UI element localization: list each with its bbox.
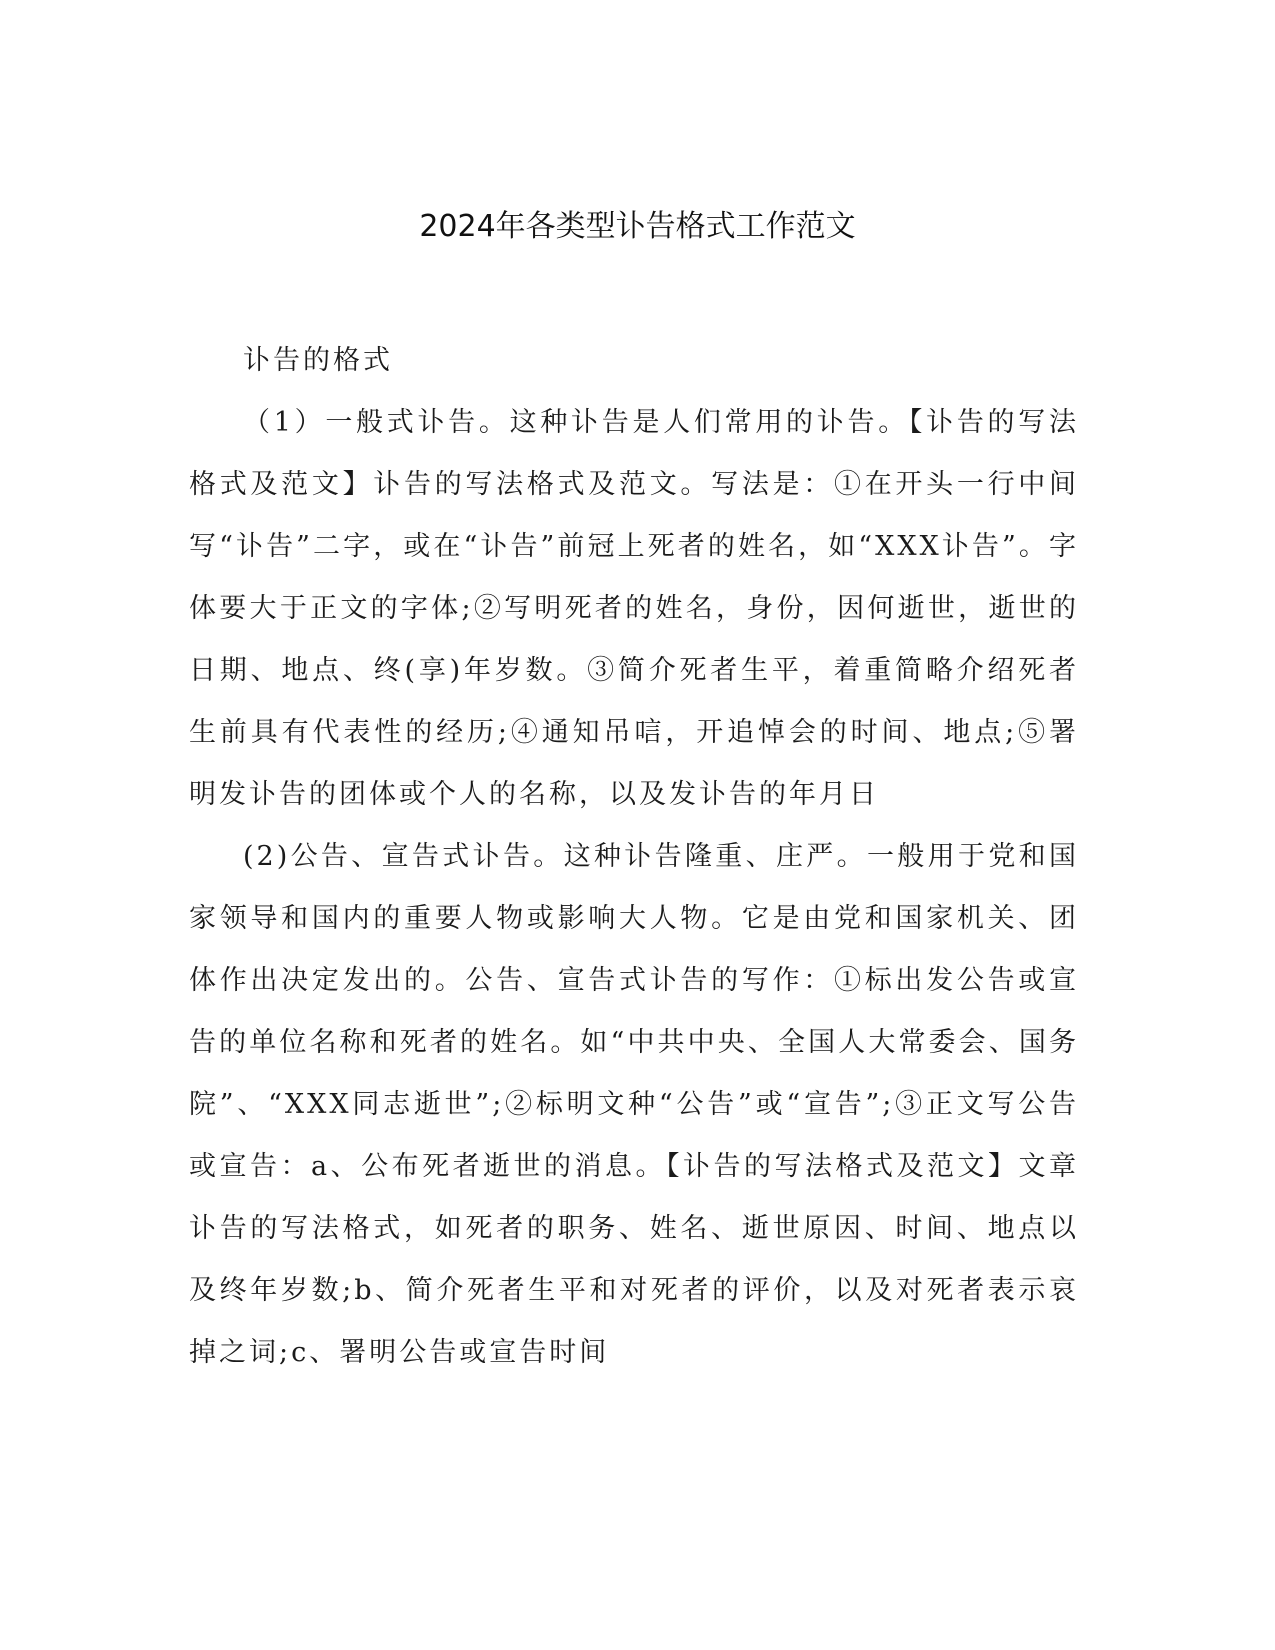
paragraph-general-obituary: （1）一般式讣告。这种讣告是人们常用的讣告。【讣告的写法格式及范文】讣告的写法格式及范文。写法是：①在开头一行中间写“讣告”二字，或在“讣告”前冠上死者的姓名，如“XXX讣告”。字体要大于正文的字体;②写明死者的姓名，身份，因何逝世，逝世的日期、地点、终(享)年岁数。③简介死者生平，着重简略介绍死者生前具有代表性的经历;④通知吊唁，开追悼会的时间、地点;⑤署明发讣告的团体或个人的名称，以及发讣告的年月日: [189, 407, 1079, 810]
document-body: [189, 330, 1079, 1384]
document-title: 2024年各类型讣告格式工作范文: [419, 209, 856, 244]
section-heading: 讣告的格式: [243, 345, 393, 376]
paragraph-announcement-obituary: (2)公告、宣告式讣告。这种讣告隆重、庄严。一般用于党和国家领导和国内的重要人物或影响大人物。它是由党和国家机关、团体作出决定发出的。公告、宣告式讣告的写作：①标出发公告或宣告的单位名称和死者的姓名。如“中共中央、全国人大常委会、国务院”、“XXX同志逝世”;②标明文种“公告”或“宣告”;③正文写公告或宣告：a、公布死者逝世的消息。【讣告的写法格式及范文】文章讣告的写法格式，如死者的职务、姓名、逝世原因、时间、地点以及终年岁数;b、简介死者生平和对死者的评价，以及对死者表示哀掉之词;c、署明公告或宣告时间: [189, 841, 1079, 1368]
